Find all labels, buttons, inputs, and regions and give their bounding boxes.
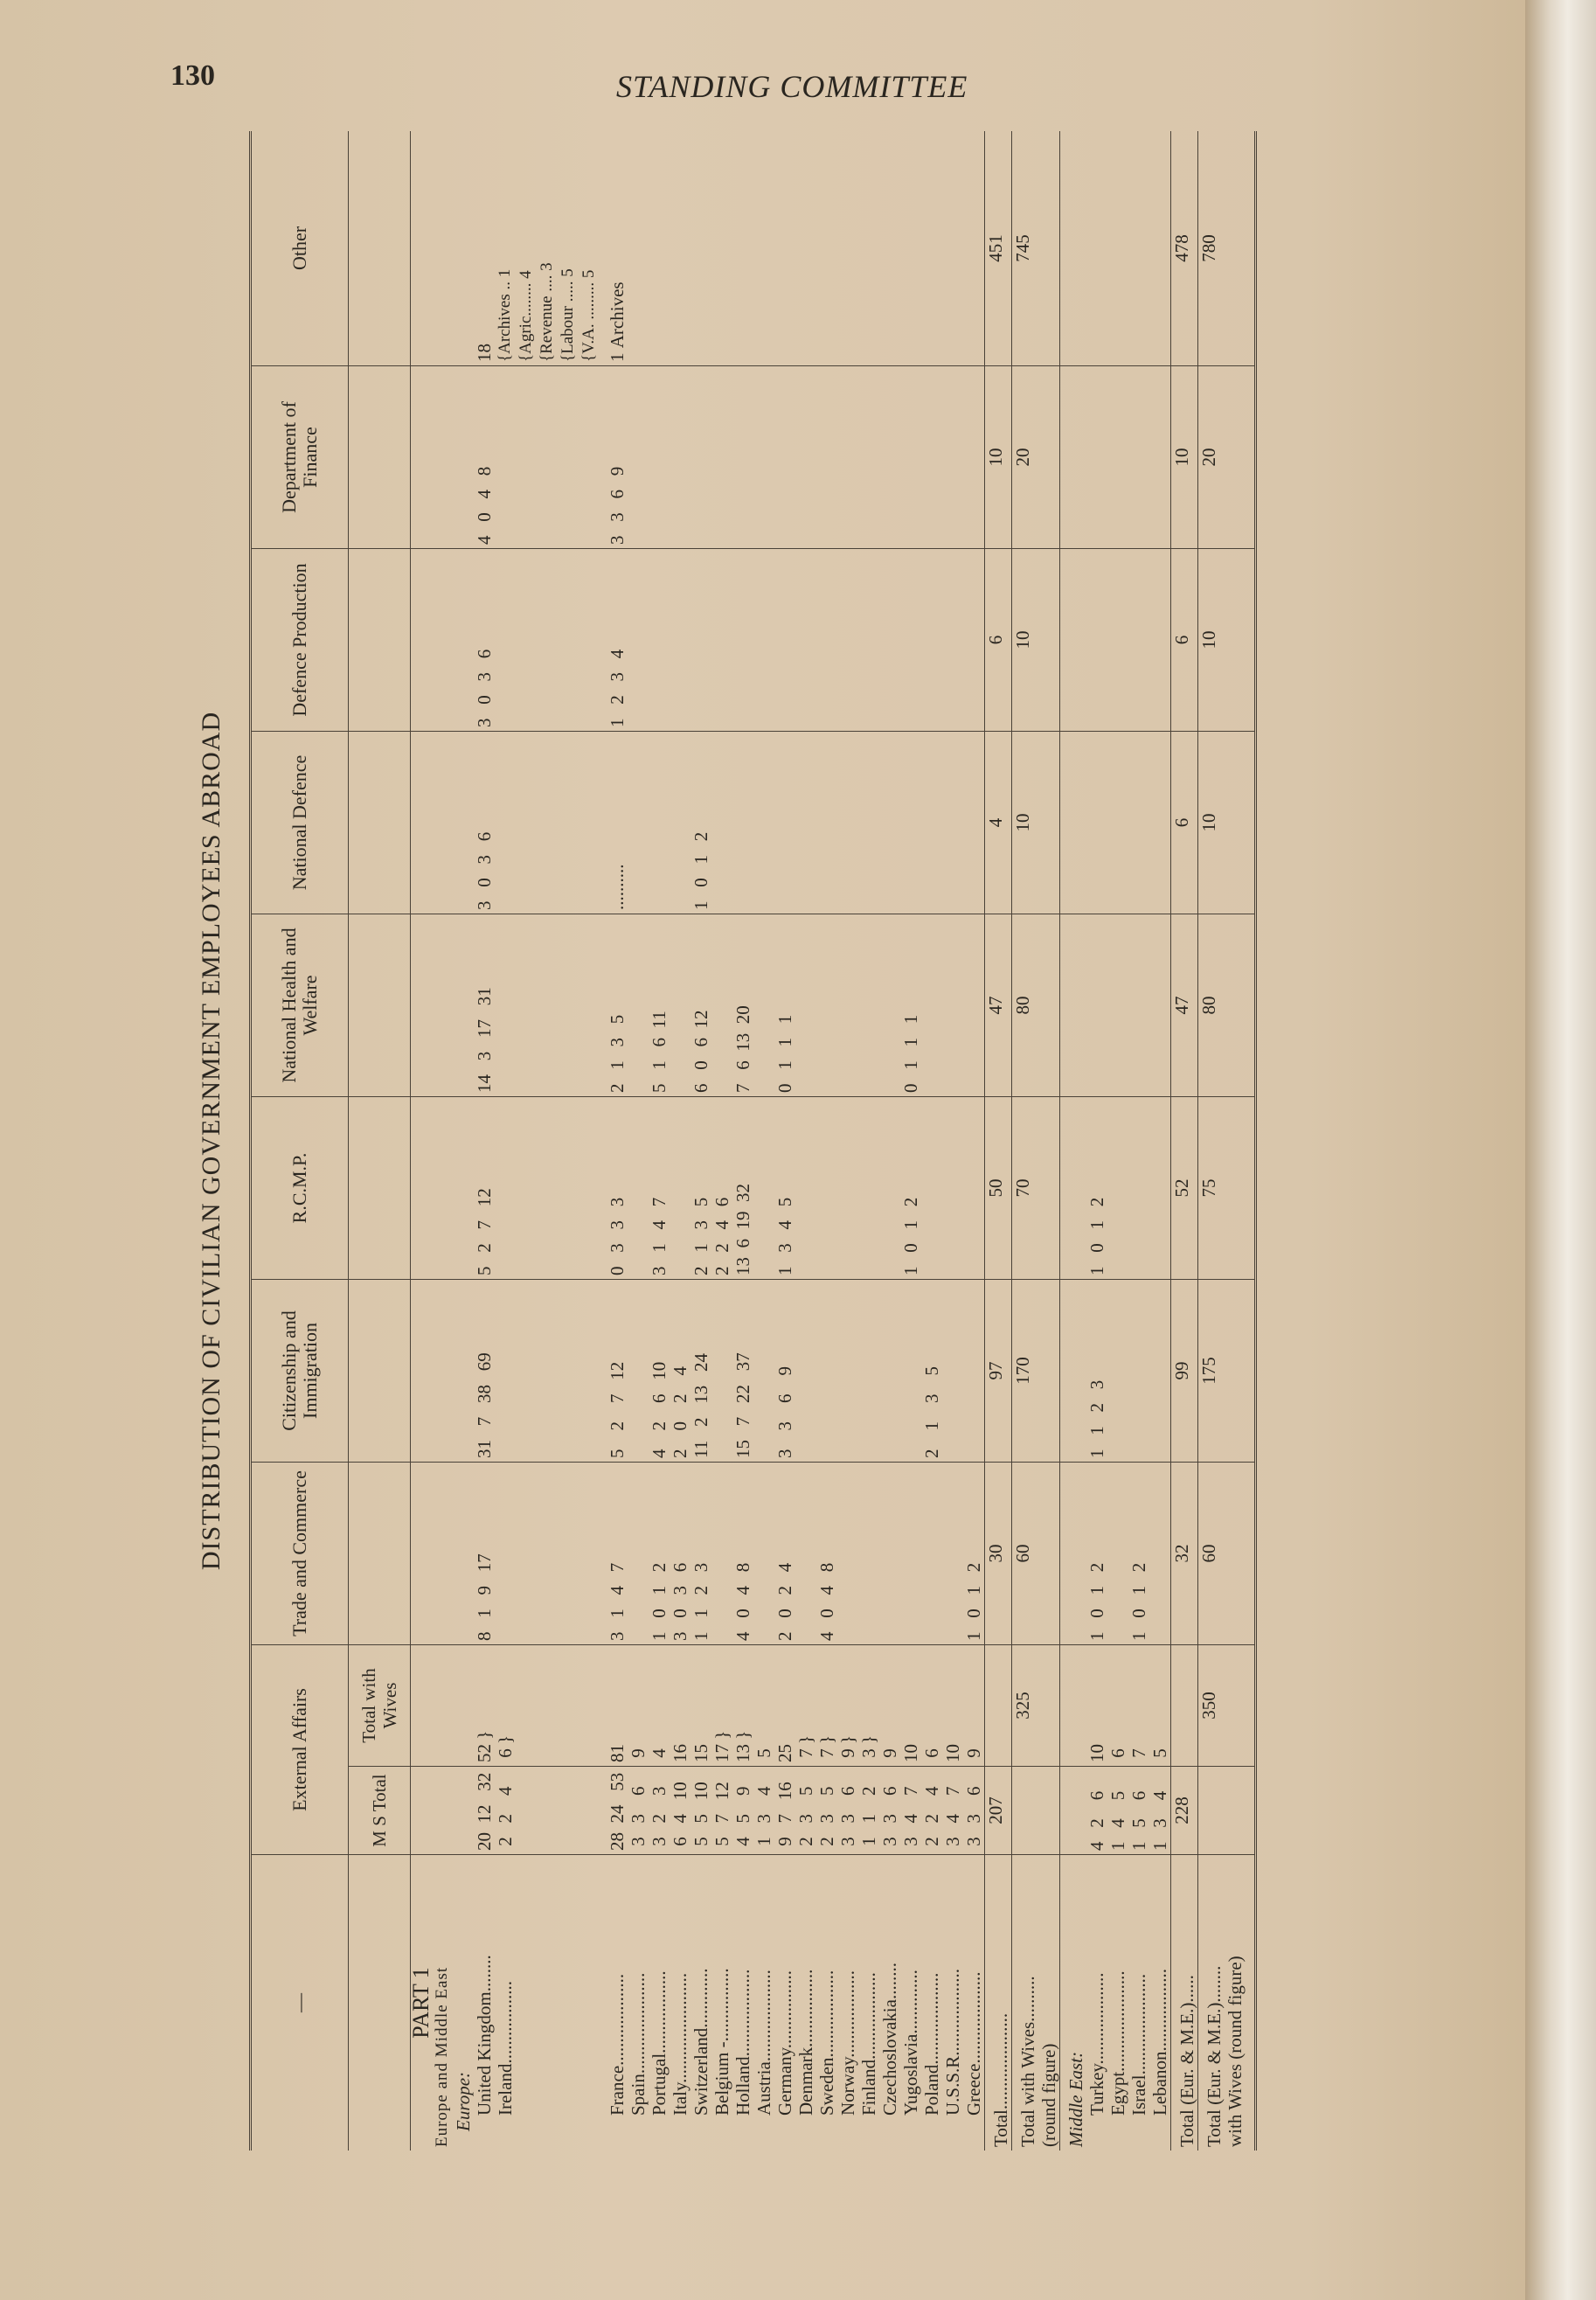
total-wives-label: Total with Wives.......... (round figure) [1012, 1855, 1060, 2151]
header-finance: Department of Finance [251, 366, 349, 549]
other-count-group-2: 1 [607, 352, 628, 362]
defprod-values-group-1: 3 0 3 6 [432, 549, 600, 732]
rows-europe-1-labels: United Kingdom........ Ireland.................. [474, 1955, 516, 2116]
total-wives-health: 80 [1012, 914, 1060, 1097]
grand-total-health: 47 [1171, 914, 1198, 1097]
grand-total-wives-defence: 10 [1198, 732, 1256, 914]
total-defence: 4 [985, 732, 1012, 914]
grand-total-other: 478 [1171, 131, 1198, 366]
rcmp-values-mideast: 1 0 1 2 [1060, 1097, 1171, 1280]
header-external-affairs: External Affairs [251, 1645, 349, 1855]
middle-east-label: Middle East: [1065, 2051, 1086, 2147]
grand-total-finance: 10 [1171, 366, 1198, 549]
grand-total-defprod: 6 [1171, 549, 1198, 732]
grand-total-wives-defprod: 10 [1198, 549, 1256, 732]
trade-values-group-1: 8 1 9 17 [432, 1463, 600, 1645]
header-defence-production: Defence Production [251, 549, 349, 732]
distribution-table [249, 131, 1257, 2151]
stub-header: — [251, 1855, 349, 2151]
total-wives-trade: 60 [1012, 1463, 1060, 1645]
citizen-values-group-2: 5 2 7 12 4 2 6 10 2 0 2 4 11 2 13 24 15 7 22 37 3 3 6 9 2 1 3 5 [600, 1280, 985, 1463]
header-citizenship: Citizenship and Immigration [251, 1280, 349, 1463]
grand-total-rcmp: 52 [1171, 1097, 1198, 1280]
health-values-group-1: 14 3 17 31 [432, 914, 600, 1097]
total-rcmp: 50 [985, 1097, 1012, 1280]
total-ext: 207 [985, 1767, 1012, 1855]
total-defprod: 6 [985, 549, 1012, 732]
grand-total-ext: 228 [1171, 1767, 1198, 1855]
rcmp-values-group-1: 5 2 7 12 [432, 1097, 600, 1280]
total-label: Total..................... [985, 1855, 1012, 2151]
health-values-group-2: 2 1 3 5 5 1 6 11 6 0 6 12 7 6 13 20 0 1 1 1 0 1 1 1 [600, 914, 985, 1097]
page-number: 130 [170, 59, 215, 92]
book-binding-shadow [1525, 0, 1596, 2300]
total-health: 47 [985, 914, 1012, 1097]
ext-subheader-mst: M S Total [349, 1767, 411, 1855]
ext-values-mideast: 4 2 6 1 4 5 1 5 6 1 3 4 [1060, 1767, 1171, 1855]
ext-wives-mideast: 10 6 7 5 [1060, 1645, 1171, 1767]
grand-total-wives-finance: 20 [1198, 366, 1256, 549]
header-health-welfare: National Health and Welfare [251, 914, 349, 1097]
region-title: Europe and Middle East [433, 1966, 451, 2147]
total-wives-defprod: 10 [1012, 549, 1060, 732]
part-title: PART 1 [408, 1967, 434, 2039]
europe-label: Europe: [453, 2071, 474, 2131]
header-national-defence: National Defence [251, 732, 349, 914]
grand-total-wives-trade: 60 [1198, 1463, 1256, 1645]
total-trade: 30 [985, 1463, 1012, 1645]
ext-wives-group-2: 81 9 4 16 15 17 } 13 } 5 25 7 } 7 } 9 } 3 } 9 10 6 10 9 [600, 1645, 985, 1767]
total-other: 451 [985, 131, 1012, 366]
grand-total-wives-label: Total (Eur. & M.E.)........ with Wives (round figure) [1198, 1855, 1256, 2151]
ext-values-group-1: 20 12 32 2 2 4 [432, 1767, 600, 1855]
grand-total-wives-other: 780 [1198, 131, 1256, 366]
defence-values-group-2: .......... 1 0 1 2 [600, 732, 985, 914]
grand-total-wives-health: 80 [1198, 914, 1256, 1097]
defence-values-group-1: 3 0 3 6 [432, 732, 600, 914]
total-citizen: 97 [985, 1280, 1012, 1463]
grand-total-citizen: 99 [1171, 1280, 1198, 1463]
other-detail-group-2: Archives [607, 281, 628, 349]
other-count-group-1: 18 [474, 344, 495, 362]
defprod-values-group-2: 1 2 3 4 [600, 549, 985, 732]
running-head: STANDING COMMITTEE [616, 69, 968, 104]
total-wives-finance: 20 [1012, 366, 1060, 549]
rows-europe-2-labels: France.................... Spain...................... Portugal.................. Italy........................ Switzerland............. Belgium -................ Holland................... Austria.................... Germany................. Denmark................. Sweden................... Norway................... Finland................... Czechoslovakia........ Yugoslavia.............. Poland.................... U.S.S.R................... Greece.................... [607, 1963, 984, 2116]
finance-values-group-1: 4 0 4 8 [432, 366, 600, 549]
total-wives-ext: 325 [1012, 1645, 1060, 1767]
grand-total-wives-citizen: 175 [1198, 1280, 1256, 1463]
total-wives-other: 745 [1012, 131, 1060, 366]
header-other: Other [251, 131, 349, 366]
grand-total-wives-rcmp: 75 [1198, 1097, 1256, 1280]
ext-subheader-wives: Total with Wives [349, 1645, 411, 1767]
finance-values-group-2: 3 3 6 9 [600, 366, 985, 549]
total-wives-rcmp: 70 [1012, 1097, 1060, 1280]
header-rcmp: R.C.M.P. [251, 1097, 349, 1280]
grand-total-label: Total (Eur. & M.E.)...... [1171, 1855, 1198, 2151]
table-title: DISTRIBUTION OF CIVILIAN GOVERNMENT EMPLOYEES ABROAD [197, 711, 226, 1571]
citizen-values-mideast: 1 1 2 3 [1060, 1280, 1171, 1463]
rcmp-values-group-2: 0 3 3 3 3 1 4 7 2 1 3 5 2 2 4 6 13 6 19 32 1 3 4 5 1 0 1 2 [600, 1097, 985, 1280]
trade-values-mideast: 1 0 1 2 1 0 1 2 [1060, 1463, 1171, 1645]
ext-wives-group-1: 52 } 6 } [432, 1645, 600, 1767]
rotated-table-area [179, 131, 1385, 2151]
grand-total-wives-ext: 350 [1198, 1645, 1256, 1767]
grand-total-defence: 6 [1171, 732, 1198, 914]
ext-values-group-2: 28 24 53 3 3 6 3 2 3 6 4 10 5 5 10 5 7 12 4 5 9 1 3 4 9 7 16 2 3 5 2 3 5 3 3 6 1 1 2 3 3 6 3 4 7 2 2 4 3 4 7 3 3 6 [600, 1767, 985, 1855]
total-wives-defence: 10 [1012, 732, 1060, 914]
header-trade-commerce: Trade and Commerce [251, 1463, 349, 1645]
rows-mideast-labels: Turkey.................... Egypt...................... Israel...................... Lebanon.................. [1086, 1969, 1170, 2116]
grand-total-trade: 32 [1171, 1463, 1198, 1645]
total-wives-citizen: 170 [1012, 1280, 1060, 1463]
other-detail-group-1: {Archives .. 1 {Agric........ 4 {Revenue .... 3 {Labour ..... 5 {V.A. ......... 5 [496, 262, 598, 362]
trade-values-group-2: 3 1 4 7 1 0 1 2 3 0 3 6 1 1 2 3 4 0 4 8 2 0 2 4 4 0 4 8 1 0 1 2 [600, 1463, 985, 1645]
total-finance: 10 [985, 366, 1012, 549]
citizen-values-group-1: 31 7 38 69 [432, 1280, 600, 1463]
